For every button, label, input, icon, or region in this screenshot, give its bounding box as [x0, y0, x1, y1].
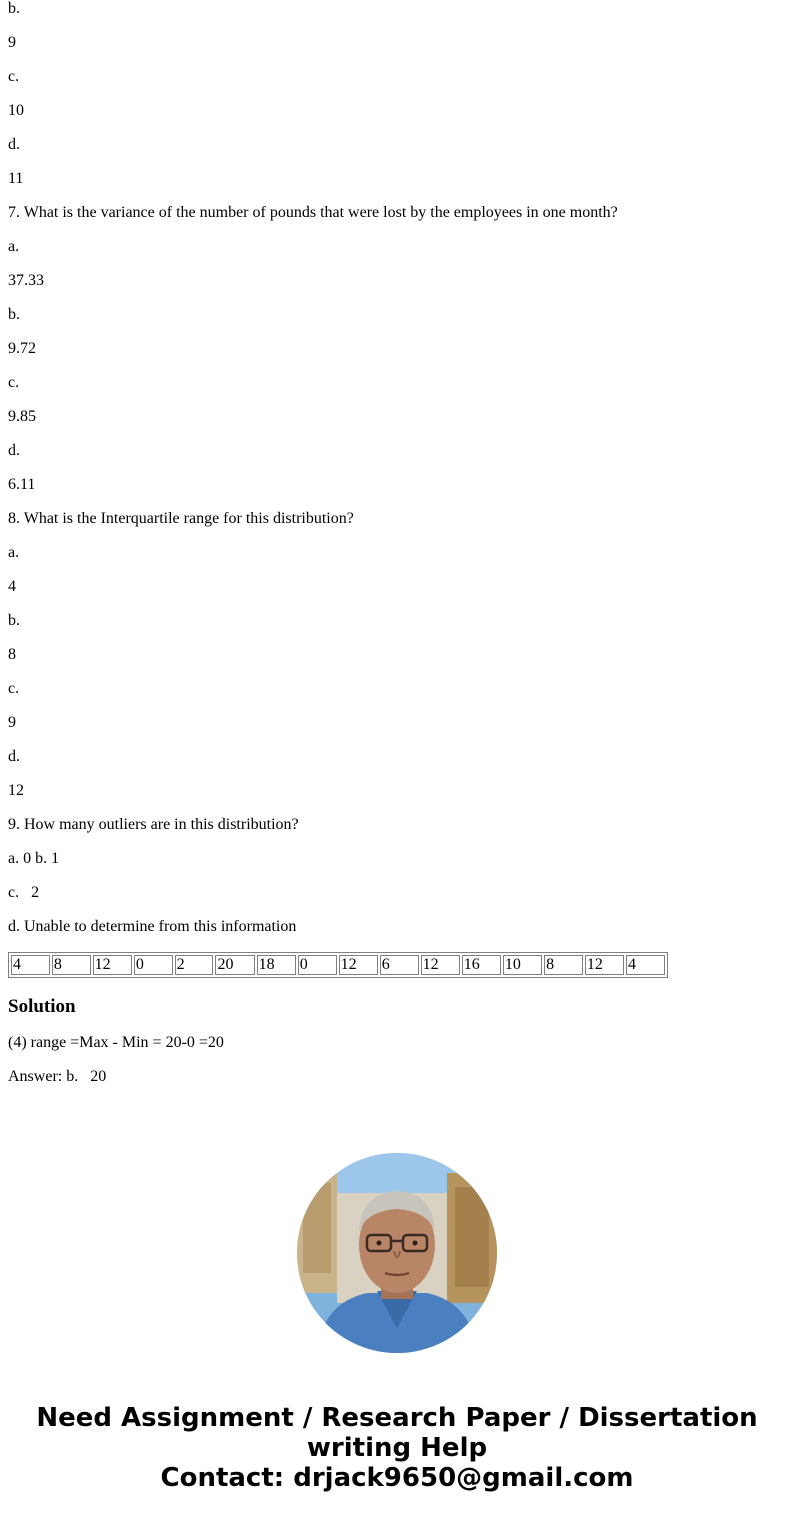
solution-heading: Solution: [8, 996, 76, 1017]
table-cell: 8: [544, 955, 583, 975]
option-value: 9: [8, 34, 16, 51]
table-cell: 6: [380, 955, 419, 975]
table-cell: 12: [421, 955, 460, 975]
table-cell: 16: [462, 955, 501, 975]
option-value: 4: [8, 578, 16, 595]
option-label-a: a.: [8, 544, 20, 561]
option-value: 9.85: [8, 408, 36, 425]
tutor-portrait-image: [297, 1153, 497, 1353]
option-c: c. 2: [8, 884, 40, 901]
promo-contact[interactable]: Contact: drjack9650@gmail.com: [160, 1463, 634, 1493]
promo-banner: [0, 1403, 794, 1493]
option-value: 9.72: [8, 340, 36, 357]
option-label-c: c.: [8, 680, 20, 697]
option-d: d. Unable to determine from this information: [8, 918, 297, 935]
table-cell: 12: [93, 955, 132, 975]
table-row: [11, 955, 665, 975]
table-cell: 10: [503, 955, 542, 975]
avatar: [297, 1153, 497, 1353]
option-label-a: a.: [8, 238, 20, 255]
option-label-d: d.: [8, 748, 20, 765]
question-7: 7. What is the variance of the number of pounds that were lost by the employees in one month?: [8, 204, 618, 221]
option-label-b: b.: [8, 612, 20, 629]
option-label-c: c.: [8, 374, 20, 391]
table-cell: 4: [11, 955, 50, 975]
option-label-b: b.: [8, 306, 20, 323]
question-8: 8. What is the Interquartile range for this distribution?: [8, 510, 354, 527]
question-9: 9. How many outliers are in this distribution?: [8, 816, 299, 833]
table-cell: 0: [134, 955, 173, 975]
table-cell: 20: [215, 955, 254, 975]
option-label-c: c.: [8, 68, 20, 85]
options-a-b: a. 0 b. 1: [8, 850, 60, 867]
option-value: 10: [8, 102, 24, 119]
option-label-d: d.: [8, 442, 20, 459]
option-label-d: d.: [8, 136, 20, 153]
table-cell: 0: [298, 955, 337, 975]
option-value: 37.33: [8, 272, 44, 289]
option-value: 9: [8, 714, 16, 731]
solution-work: (4) range =Max - Min = 20-0 =20: [8, 1034, 224, 1051]
table-cell: 8: [52, 955, 91, 975]
promo-line-1: Need Assignment / Research Paper / Dissertation: [36, 1403, 758, 1433]
option-label-b: b.: [8, 0, 20, 17]
option-value: 8: [8, 646, 16, 663]
option-value: 12: [8, 782, 24, 799]
option-value: 11: [8, 170, 24, 187]
promo-line-2: writing Help: [306, 1433, 488, 1463]
option-value: 6.11: [8, 476, 36, 493]
table-cell: 18: [257, 955, 296, 975]
table-cell: 12: [585, 955, 624, 975]
table-cell: 4: [626, 955, 665, 975]
data-values-table: [8, 952, 668, 978]
table-cell: 2: [175, 955, 214, 975]
solution-answer: Answer: b. 20: [8, 1068, 107, 1085]
table-cell: 12: [339, 955, 378, 975]
